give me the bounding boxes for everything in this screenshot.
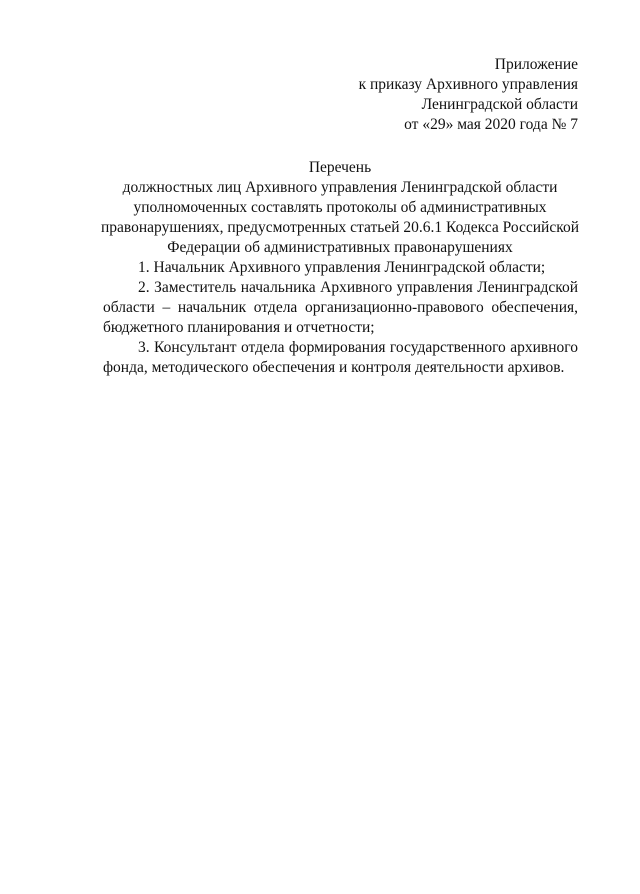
heading-line-2: уполномоченных составлять протоколы об административных	[133, 199, 547, 216]
appendix-label: Приложение	[494, 56, 578, 73]
heading-line-4: Федерации об административных правонарушениях	[167, 239, 513, 256]
document-heading	[96, 158, 584, 258]
appendix-region: Ленинградской области	[421, 96, 578, 113]
heading-line-1: должностных лиц Архивного управления Ленинградской области	[122, 179, 558, 196]
heading-line-3: правонарушениях, предусмотренных статьей 20.6.1 Кодекса Российской	[100, 219, 580, 236]
appendix-date-number: от «29» мая 2020 года № 7	[404, 116, 578, 133]
list-item: 3. Консультант отдела формирования государственного архивного фонда, методического обеспечения и контроля деятельности архивов.	[103, 339, 578, 376]
list-item: 1. Начальник Архивного управления Ленинградской области;	[138, 259, 546, 276]
appendix-order-ref: к приказу Архивного управления	[358, 76, 578, 93]
list-item: 2. Заместитель начальника Архивного управления Ленинградской области – начальник отдела организационно-правового обеспечения, бюджетного планирования и отчетности;	[103, 279, 578, 336]
appendix-block	[359, 55, 578, 135]
document-title: Перечень	[308, 159, 372, 176]
officials-list	[103, 258, 578, 378]
